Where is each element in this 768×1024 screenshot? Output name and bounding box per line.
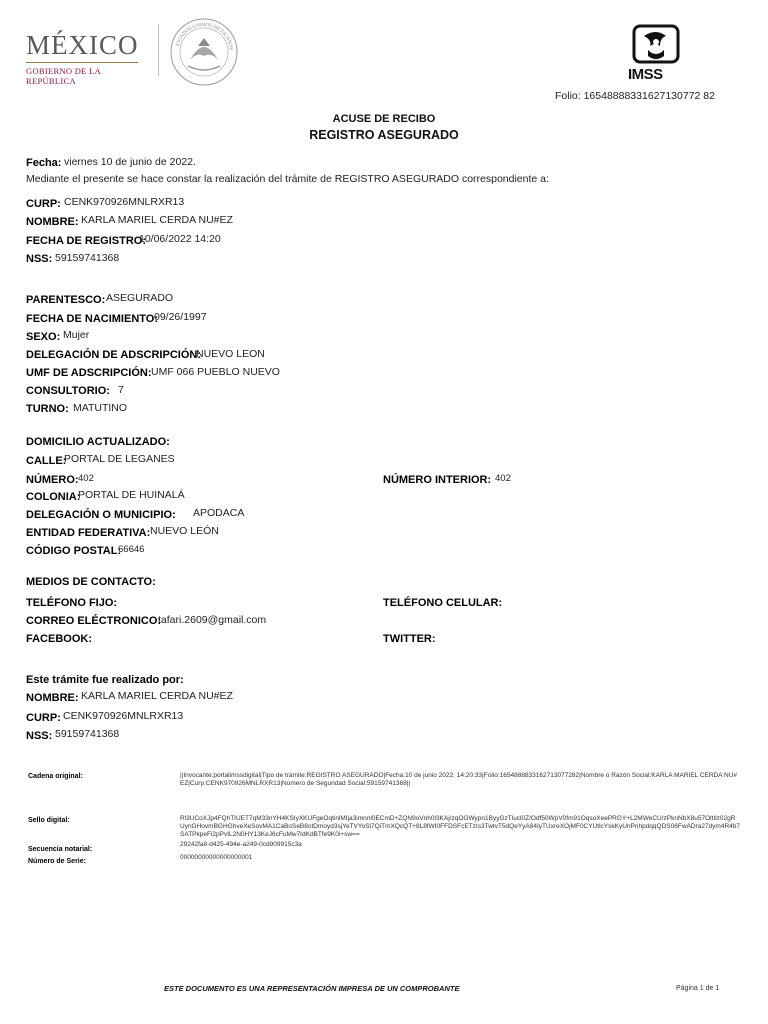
realizador-nombre-value: KARLA MARIEL CERDA NU#EZ — [81, 690, 233, 702]
realizador-curp-value: CENK970926MNLRXR13 — [63, 710, 184, 722]
calle-value: PORTAL DE LEGANES — [64, 453, 175, 465]
curp-value: CENK970926MNLRXR13 — [64, 196, 185, 208]
municipio-value: APODACA — [193, 507, 245, 519]
logo-divider-line — [26, 62, 138, 63]
parentesco-value: ASEGURADO — [106, 292, 174, 304]
nacimiento-label: FECHA DE NACIMIENTO: — [26, 313, 158, 325]
realizado-por-heading: Este trámite fue realizado por: — [26, 674, 184, 686]
mexico-government-logo — [26, 30, 146, 86]
numero-interior-label: NÚMERO INTERIOR: — [383, 474, 492, 486]
umf-label: UMF DE ADSCRIPCIÓN: — [26, 367, 152, 379]
domicilio-heading: DOMICILIO ACTUALIZADO: — [26, 436, 170, 448]
consultorio-value: 7 — [118, 384, 124, 396]
sello-digital-value: Rl3UCoXJp4FQhTIUET7qM33nYH4KSIyXKUFgeOqtinlMIja3imnnl0ECmD+ZQN9oVnh0l3KAj/zqOGWypn1ByyGzTlucl0Z/Odf50WpV0fm91OqsoXeePRGY+L2MWeCU/zPknNbX8u57OltIlz02gRUynGHovmBGHGhveXeSovMA1CaBoSeB8otDmoyd3sjYeTVYoSl7QiTmXQcQT+8L8fWI0FFDSFcETzIs3TwtvT5dQeYyA84IyTUxreXOjMF0CYUtlcYskKyUnPrihpdqqQDS06FwADra27dym4R4b7SATPkpeFi2pPvIL2N0HY13KeJ6cFuMw7IdKdBTfe9K0i+sw== — [180, 815, 740, 838]
secuencia-notarial-value: 29242fa8-d425-494e-a249-0cd909915c3a — [180, 841, 302, 848]
correo-value: tafari.2609@gmail.com — [158, 614, 267, 626]
fecha-value: viernes 10 de junio de 2022. — [64, 156, 196, 168]
nss-value: 59159741368 — [55, 252, 120, 264]
government-name: GOBIERNO DE LA REPÚBLICA — [26, 66, 101, 86]
municipio-label: DELEGACIÓN O MUNICIPIO: — [26, 509, 176, 521]
twitter-label: TWITTER: — [383, 633, 436, 645]
secuencia-notarial-label: Secuencia notarial: — [28, 846, 93, 853]
sexo-value: Mujer — [63, 329, 90, 341]
curp-label: CURP: — [26, 198, 61, 210]
cadena-original-value: ||Invocante:portalimssdigital|Tipo de trámite:REGISTRO ASEGURADO|Fecha:10 de junio 2022, 14:20:33|Folio:1654888833162713077282|Nombre o Razón Social:KARLA MARIEL CERDA NU#EZ|Curp:CENK970926MNLRXR13|Número de Seguridad Social:59159741368|| — [180, 772, 738, 787]
realizador-curp-label: CURP: — [26, 712, 61, 724]
page-number: Página 1 de 1 — [676, 985, 720, 992]
umf-value: UMF 066 PUEBLO NUEVO — [151, 366, 280, 378]
document-subtitle: REGISTRO ASEGURADO — [309, 128, 459, 142]
numero-label: NÚMERO: — [26, 474, 79, 486]
document-title: ACUSE DE RECIBO — [332, 113, 436, 125]
realizador-nombre-label: NOMBRE: — [26, 692, 79, 704]
country-name: MÉXICO — [26, 30, 139, 60]
sexo-label: SEXO: — [26, 331, 61, 343]
numero-interior-value: 402 — [495, 473, 511, 484]
colonia-value: PORTAL DE HUINALÁ — [78, 489, 185, 501]
calle-label: CALLE: — [26, 455, 67, 467]
numero-value: 402 — [78, 473, 94, 484]
delegacion-adscripcion-label: DELEGACIÓN DE ADSCRIPCIÓN: — [26, 349, 201, 361]
nss-label: NSS: — [26, 253, 53, 265]
contacto-heading: MEDIOS DE CONTACTO: — [26, 576, 156, 588]
delegacion-adscripcion-value: NUEVO LEON — [196, 348, 265, 360]
telefono-celular-label: TELÉFONO CELULAR: — [383, 597, 503, 609]
fecha-registro-label: FECHA DE REGISTRO: — [26, 235, 146, 247]
folio-number: Folio: 16548888331627130772 82 — [555, 90, 715, 102]
codigo-postal-label: CÓDIGO POSTAL: — [26, 545, 122, 557]
fecha-label: Fecha: — [26, 157, 62, 169]
correo-label: CORREO ELÉCTRONICO: — [26, 615, 162, 627]
intro-statement: Mediante el presente se hace constar la realización del trámite de REGISTRO ASEGURADO correspondiente a: — [26, 173, 549, 185]
turno-value: MATUTINO — [73, 402, 128, 414]
facebook-label: FACEBOOK: — [26, 633, 92, 645]
numero-serie-label: Número de Serie: — [28, 858, 86, 865]
realizador-nss-value: 59159741368 — [55, 728, 120, 740]
nombre-value: KARLA MARIEL CERDA NU#EZ — [81, 214, 233, 226]
nombre-label: NOMBRE: — [26, 216, 79, 228]
footer-note: ESTE DOCUMENTO ES UNA REPRESENTACIÓN IMPRESA DE UN COMPROBANTE — [164, 984, 460, 993]
parentesco-label: PARENTESCO: — [26, 294, 106, 306]
realizador-nss-label: NSS: — [26, 730, 53, 742]
nacimiento-value: 09/26/1997 — [154, 311, 207, 323]
cadena-original-label: Cadena original: — [28, 773, 83, 780]
telefono-fijo-label: TELÉFONO FIJO: — [26, 597, 118, 609]
entidad-value: NUEVO LEÓN — [150, 525, 219, 537]
logo-separator — [158, 24, 159, 76]
seal-text: ESTADOS UNIDOS MEXICANOS — [175, 22, 233, 51]
codigo-postal-value: 66646 — [118, 544, 145, 555]
consultorio-label: CONSULTORIO: — [26, 385, 110, 397]
colonia-label: COLONIA: — [26, 491, 81, 503]
national-seal-icon — [168, 16, 240, 88]
fecha-registro-value: 10/06/2022 14:20 — [139, 233, 221, 245]
numero-serie-value: 00000000000000000001 — [180, 854, 253, 861]
institution-name: IMSS — [628, 66, 663, 83]
entidad-label: ENTIDAD FEDERATIVA: — [26, 527, 151, 539]
sello-digital-label: Sello digital: — [28, 817, 70, 824]
turno-label: TURNO: — [26, 403, 69, 415]
